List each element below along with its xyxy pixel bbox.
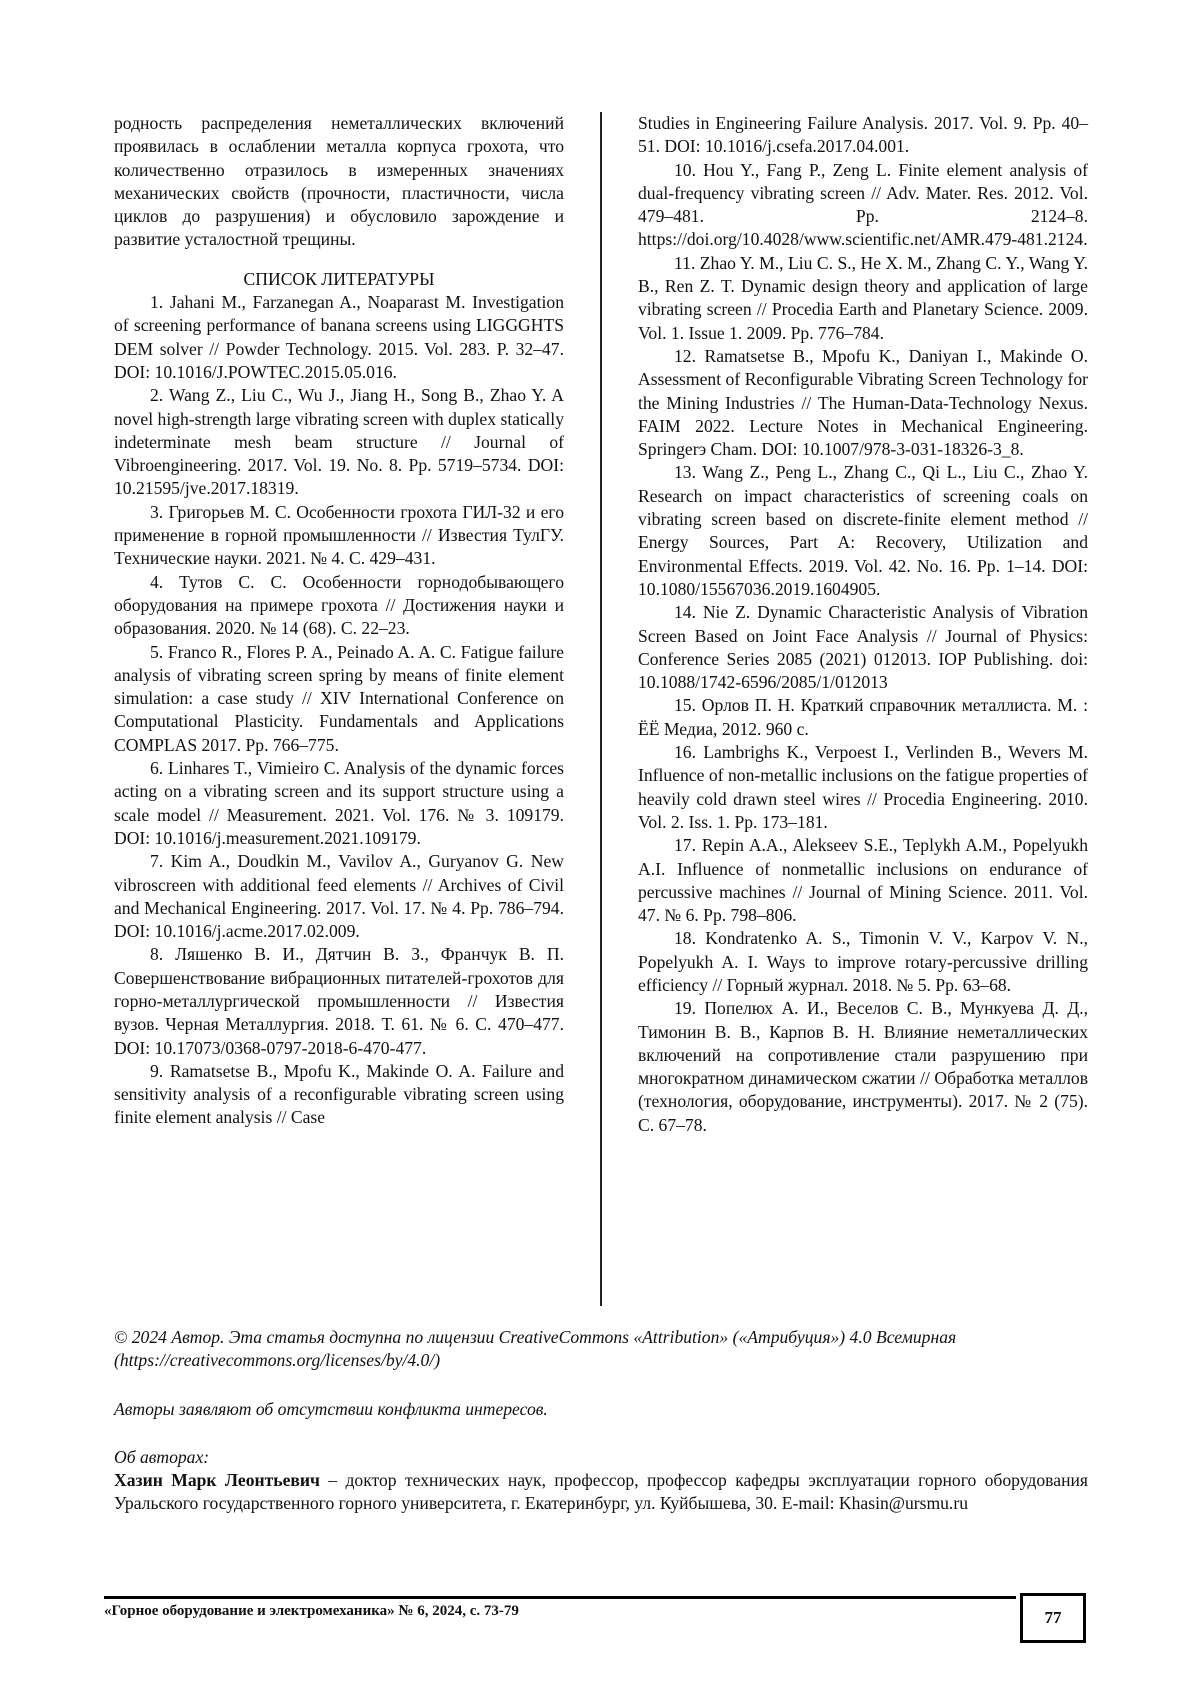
reference-item: 13. Wang Z., Peng L., Zhang C., Qi L., Liu C., Zhao Y. Research on impact characteristics of screening coals on vibrating screen based on discrete-finite element method // Energy Sources, Part A: Recovery, Utilization and Environmental Effects. 2019. Vol. 42. No. 16. Pp. 1–14. DOI: 10.1080/15567036.2019.1604905. [638, 461, 1088, 601]
reference-item: 18. Kondratenko A. S., Timonin V. V., Karpov V. N., Popelyukh A. I. Ways to improve rotary-percussive drilling efficiency // Горный журнал. 2018. № 5. Pp. 63–68. [638, 927, 1088, 997]
reference-item: 9. Ramatsetse B., Mpofu K., Makinde O. A. Failure and sensitivity analysis of a reconfigurable vibrating screen using finite element analysis // Case [114, 1060, 564, 1130]
article-page [0, 0, 1200, 1697]
reference-item: 4. Тутов С. С. Особенности горнодобывающего оборудования на примере грохота // Достижения науки и образования. 2020. № 14 (68). С. 22–23. [114, 571, 564, 641]
reference-item: 15. Орлов П. Н. Краткий справочник металлиста. М. : ЁЁ Медиа, 2012. 960 с. [638, 694, 1088, 741]
column-divider [600, 112, 602, 1306]
reference-item: 5. Franco R., Flores P. A., Peinado A. A. C. Fatigue failure analysis of vibrating screen spring by means of finite element simulation: a case study // XIV International Conference on Computational Plasticity. Fundamentals and Applications COMPLAS 2017. Pp. 766–775. [114, 641, 564, 757]
footer-journal-citation: «Горное оборудование и электромеханика» № 6, 2024, с. 73-79 [104, 1603, 519, 1620]
footer-rule [104, 1596, 1016, 1599]
about-authors-title: Об авторах: [114, 1446, 1088, 1469]
right-column [638, 112, 1088, 1137]
reference-continuation: Studies in Engineering Failure Analysis. 2017. Vol. 9. Pp. 40–51. DOI: 10.1016/j.csefa.2017.04.001. [638, 112, 1088, 159]
reference-item: 11. Zhao Y. M., Liu C. S., He X. M., Zhang C. Y., Wang Y. B., Ren Z. T. Dynamic design theory and application of large vibrating screen // Procedia Earth and Planetary Science. 2009. Vol. 1. Issue 1. 2009. Pp. 776–784. [638, 252, 1088, 345]
reference-item: 8. Ляшенко В. И., Дятчин В. З., Франчук В. П. Совершенствование вибрационных питателей-грохотов для горно-металлургической промышленности // Известия вузов. Черная Металлургия. 2018. Т. 61. № 6. С. 470–477. DOI: 10.17073/0368-0797-2018-6-470-477. [114, 943, 564, 1059]
reference-item: 14. Nie Z. Dynamic Characteristic Analysis of Vibration Screen Based on Joint Face Analysis // Journal of Physics: Conference Series 2085 (2021) 012013. IOP Publishing. doi: 10.1088/1742-6596/2085/1/012013 [638, 601, 1088, 694]
reference-item: 2. Wang Z., Liu C., Wu J., Jiang H., Song B., Zhao Y. A novel high-strength large vibrating screen with duplex statically indeterminate mesh beam structure // Journal of Vibroengineering. 2017. Vol. 19. No. 8. Pp. 5719–5734. DOI: 10.21595/jve.2017.18319. [114, 384, 564, 500]
author-bio [114, 1469, 1088, 1516]
reference-item: 6. Linhares T., Vimieiro C. Analysis of the dynamic forces acting on a vibrating screen and its support structure using a scale model // Measurement. 2021. Vol. 176. № 3. 109179. DOI: 10.1016/j.measurement.2021.109179. [114, 757, 564, 850]
author-name: Хазин Марк Леонтьевич [114, 1470, 320, 1490]
reference-item: 19. Попелюх А. И., Веселов С. В., Мункуева Д. Д., Тимонин В. В., Карпов В. Н. Влияние неметаллических включений на сопротивление стали разрушению при многократном динамическом сжатии // Обработка металлов (технология, оборудование, инструменты). 2017. № 2 (75). С. 67–78. [638, 997, 1088, 1137]
page-number-box [1020, 1593, 1086, 1643]
reference-item: 7. Kim A., Doudkin M., Vavilov A., Guryanov G. New vibroscreen with additional feed elements // Archives of Civil and Mechanical Engineering. 2017. Vol. 17. № 4. Pp. 786–794. DOI: 10.1016/j.acme.2017.02.009. [114, 850, 564, 943]
conflict-statement: Авторы заявляют об отсутствии конфликта интересов. [114, 1398, 1088, 1421]
reference-item: 17. Repin A.A., Alekseev S.E., Teplykh A.M., Popelyukh A.I. Influence of nonmetallic inclusions on endurance of percussive machines // Journal of Mining Science. 2011. Vol. 47. № 6. Pp. 798–806. [638, 834, 1088, 927]
left-column [114, 112, 564, 1130]
references-title: СПИСОК ЛИТЕРАТУРЫ [114, 268, 564, 291]
page-number: 77 [1045, 1608, 1062, 1628]
reference-item: 1. Jahani M., Farzanegan A., Noaparast M. Investigation of screening performance of banana screens using LIGGGHTS DEM solver // Powder Technology. 2015. Vol. 283. P. 32–47. DOI: 10.1016/J.POWTEC.2015.05.016. [114, 291, 564, 384]
author-info: – доктор технических наук, профессор, профессор кафедры эксплуатации горного оборудования Уральского государственного горного университета, г. Екатеринбург, ул. Куйбышева, 30. E-mail: Khasin@ursmu.ru [114, 1470, 1088, 1513]
license-note: © 2024 Автор. Эта статья доступна по лицензии CreativeCommons «Attribution» («Атрибуция») 4.0 Всемирная (https://creativecommons.org/licenses/by/4.0/) [114, 1326, 1088, 1373]
reference-item: 12. Ramatsetse B., Mpofu K., Daniyan I., Makinde O. Assessment of Reconfigurable Vibrating Screen Technology for the Mining Industries // The Human-Data-Technology Nexus. FAIM 2022. Lecture Notes in Mechanical Engineering. Springerэ Cham. DOI: 10.1007/978-3-031-18326-3_8. [638, 345, 1088, 461]
reference-item: 3. Григорьев М. С. Особенности грохота ГИЛ-32 и его применение в горной промышленности // Известия ТулГУ. Технические науки. 2021. № 4. С. 429–431. [114, 501, 564, 571]
intro-paragraph: родность распределения неметаллических включений проявилась в ослаблении металла корпуса грохота, что количественно отразилось в измеренных значениях механических свойств (прочности, пластичности, числа циклов до разрушения) и обусловило зарождение и развитие усталостной трещины. [114, 112, 564, 252]
reference-item: 10. Hou Y., Fang P., Zeng L. Finite element analysis of dual-frequency vibrating screen // Adv. Mater. Res. 2012. Vol. 479–481. Pp. 2124–8. https://doi.org/10.4028/www.scientific.net/AMR.479-481.2124. [638, 159, 1088, 252]
reference-item: 16. Lambrighs K., Verpoest I., Verlinden B., Wevers M. Influence of non-metallic inclusions on the fatigue properties of heavily cold drawn steel wires // Procedia Engineering. 2010. Vol. 2. Iss. 1. Pp. 173–181. [638, 741, 1088, 834]
